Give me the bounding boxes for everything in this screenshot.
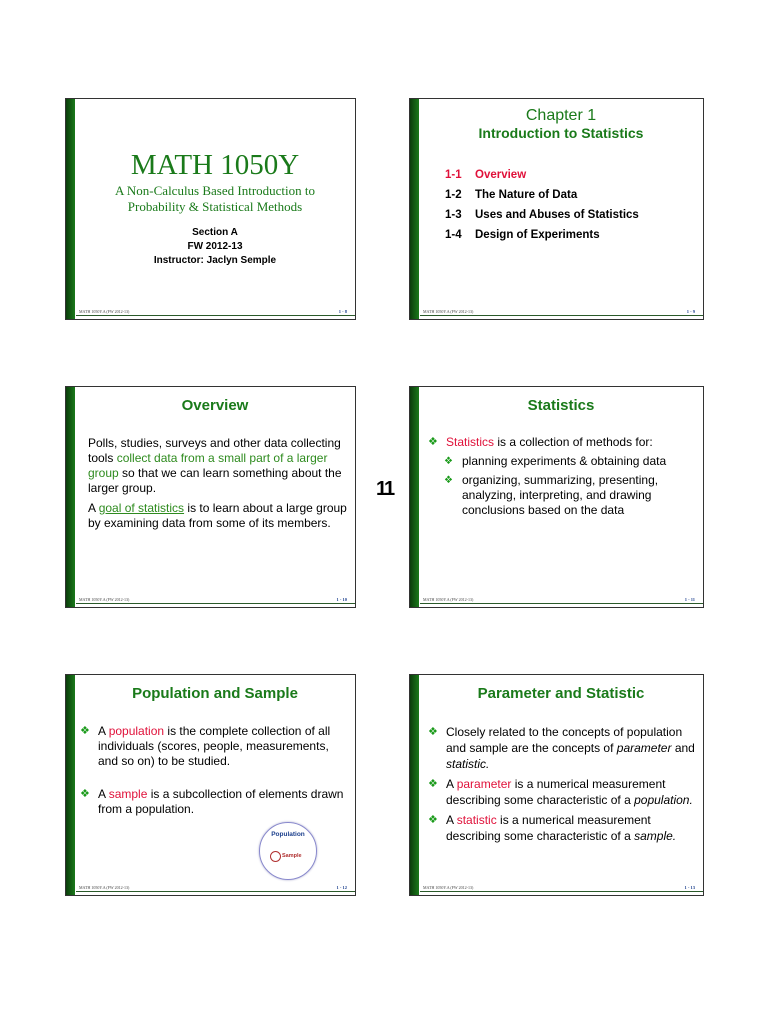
slide-title: Overview — [181, 397, 249, 414]
footer-course: MATH 1050Y.A (FW 2012-13) — [423, 309, 474, 314]
slide-1-13 — [409, 674, 704, 896]
sample-circle — [270, 851, 281, 862]
bullet-list — [428, 724, 698, 844]
diamond-bullet-icon: ❖ — [444, 475, 453, 486]
bullet-list — [428, 435, 698, 518]
course-subtitle-line1: A Non-Calculus Based Introduction to — [114, 183, 316, 198]
list-item: ❖ organizing, summarizing, presenting, analyzing, interpreting, and drawing conclusions based on the data — [444, 473, 659, 517]
slide-number: 1 - 9 — [686, 309, 695, 314]
list-item: 1-1 Overview — [445, 169, 527, 181]
course-subtitle-line2: Probability & Statistical Methods — [127, 199, 303, 214]
list-item: ❖ A sample is a subcollection of elements drawn from a population. — [80, 787, 344, 816]
footer-rule — [76, 315, 355, 316]
chapter-contents-list — [445, 169, 639, 249]
footer-course: MATH 1050Y.A (FW 2012-13) — [423, 597, 474, 602]
diamond-bullet-icon: ❖ — [444, 456, 453, 467]
section-label: Section A — [192, 227, 238, 238]
slide-1-12 — [65, 674, 356, 896]
slide-1-8 — [65, 98, 356, 320]
slide-1-9 — [409, 98, 704, 320]
slide-title: Parameter and Statistic — [477, 685, 645, 702]
footer-rule — [420, 315, 703, 316]
instructor-label: Instructor: Jaclyn Semple — [153, 255, 277, 266]
list-item: ❖ A statistic is a numerical measurement describing some characteristic of a sample. — [428, 813, 677, 843]
slide-side-bar — [66, 99, 75, 319]
bullet-list — [80, 724, 345, 817]
slide-number: 1 - 13 — [684, 885, 695, 890]
chapter-title: Chapter 1 — [525, 107, 597, 124]
list-item: ❖ Closely related to the concepts of population and sample are the concepts of parameter and statistic. — [428, 725, 695, 771]
slide-number: 1 - 8 — [338, 309, 347, 314]
footer-rule — [76, 603, 355, 604]
list-item: 1-2 The Nature of Data — [445, 189, 578, 201]
slide-1-10 — [65, 386, 356, 608]
slide-title: Population and Sample — [132, 685, 298, 702]
list-item: ❖ planning experiments & obtaining data — [444, 454, 667, 468]
diamond-bullet-icon: ❖ — [80, 788, 90, 800]
term-label: FW 2012-13 — [187, 241, 243, 252]
sample-label: Sample — [282, 853, 302, 859]
footer-course: MATH 1050Y.A (FW 2012-13) — [79, 885, 130, 890]
chapter-subtitle: Introduction to Statistics — [478, 125, 644, 141]
overview-paragraph-2: A goal of statistics is to learn about a large group by examining data from some of its members. — [88, 501, 347, 530]
diamond-bullet-icon: ❖ — [428, 814, 438, 826]
list-item: ❖ Statistics is a collection of methods for: — [428, 435, 653, 449]
slide-number: 1 - 12 — [336, 885, 347, 890]
footer-course: MATH 1050Y.A (FW 2012-13) — [79, 309, 130, 314]
population-sample-diagram — [259, 822, 317, 880]
list-item: ❖ A population is the complete collection of all individuals (scores, people, measurements, and so on) to be studied. — [80, 724, 331, 768]
diamond-bullet-icon: ❖ — [428, 726, 438, 738]
footer-rule — [420, 603, 703, 604]
diamond-bullet-icon: ❖ — [428, 778, 438, 790]
course-title: MATH 1050Y — [130, 149, 300, 181]
slide-side-bar — [410, 675, 419, 895]
slide-number: 1 - 11 — [684, 597, 695, 602]
list-item: 1-3 Uses and Abuses of Statistics — [445, 209, 639, 221]
population-label: Population — [271, 831, 305, 838]
slide-title: Statistics — [527, 397, 595, 414]
diamond-bullet-icon: ❖ — [428, 436, 438, 448]
slide-side-bar — [410, 99, 419, 319]
footer-course: MATH 1050Y.A (FW 2012-13) — [423, 885, 474, 890]
slide-1-11 — [409, 386, 704, 608]
footer-rule — [420, 891, 703, 892]
diamond-bullet-icon: ❖ — [80, 725, 90, 737]
footer-course: MATH 1050Y.A (FW 2012-13) — [79, 597, 130, 602]
list-item: 1-4 Design of Experiments — [445, 229, 600, 241]
slide-side-bar — [66, 675, 75, 895]
footer-rule — [76, 891, 355, 892]
slide-number: 1 - 10 — [336, 597, 347, 602]
slide-side-bar — [66, 387, 75, 607]
margin-mark: 11 — [376, 478, 394, 500]
overview-paragraph-1: Polls, studies, surveys and other data collecting tools collect data from a small part of a larger group so that we can learn something about the larger group. — [88, 436, 342, 495]
slide-side-bar — [410, 387, 419, 607]
list-item: ❖ A parameter is a numerical measurement describing some characteristic of a population. — [428, 777, 693, 807]
